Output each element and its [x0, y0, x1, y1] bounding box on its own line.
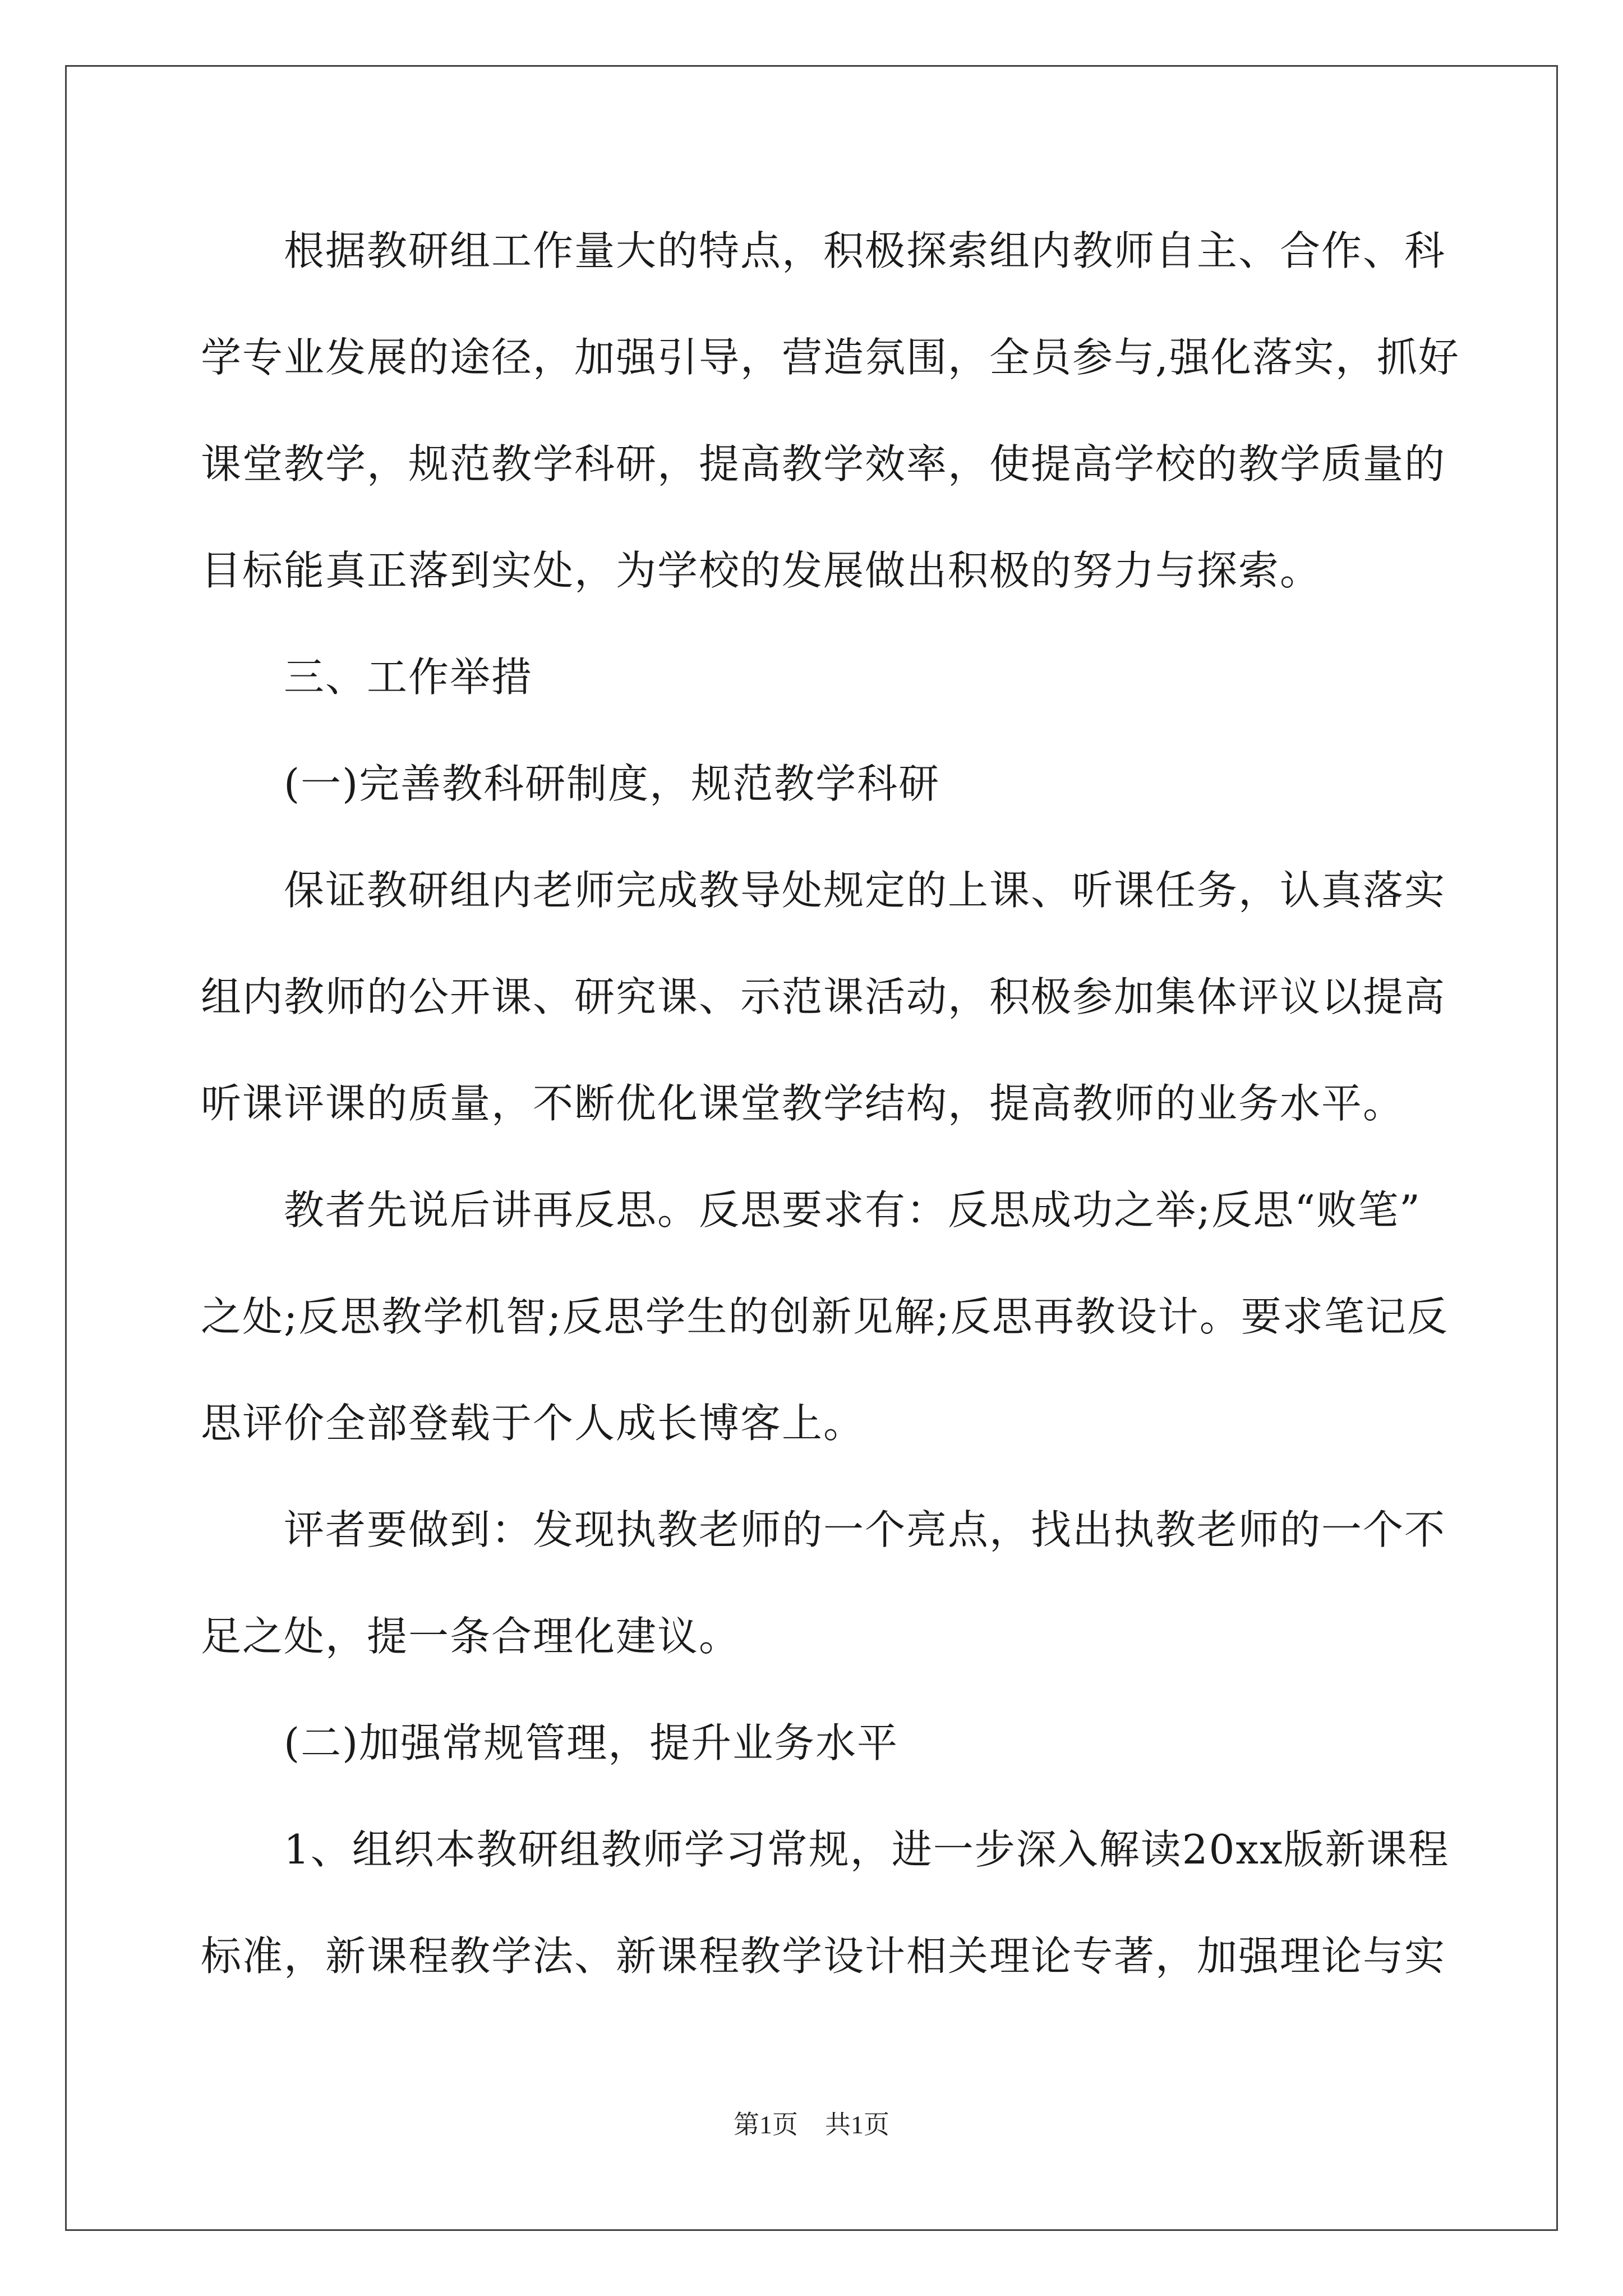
- text-line: 根据教研组工作量大的特点，积极探索组内教师自主、合作、科: [284, 227, 1446, 274]
- text-line: 学专业发展的途径，加强引导，营造氛围，全员参与,强化落实，抓好: [201, 334, 1460, 381]
- section-heading: 三、工作举措: [284, 654, 533, 701]
- text-line: 组内教师的公开课、研究课、示范课活动，积极参加集体评议以提高: [201, 973, 1446, 1020]
- text-line: 保证教研组内老师完成教导处规定的上课、听课任务，认真落实: [284, 867, 1446, 914]
- text-line: 足之处，提一条合理化建议。: [201, 1613, 741, 1660]
- text-line: 思评价全部登载于个人成长博客上。: [201, 1400, 865, 1447]
- page-number-current: 第1页: [734, 2110, 798, 2139]
- text-line: 听课评课的质量，不断优化课堂教学结构，提高教师的业务水平。: [201, 1080, 1405, 1127]
- text-line: 教者先说后讲再反思。反思要求有：反思成功之举;反思“败笔”: [284, 1186, 1421, 1234]
- document-body: [201, 217, 1460, 2028]
- text-line: 评者要做到：发现执教老师的一个亮点，找出执教老师的一个不: [284, 1506, 1446, 1553]
- text-line: 1、组织本教研组教师学习常规，进一步深入解读20xx版新课程: [284, 1826, 1450, 1873]
- page-footer: [0, 2108, 1623, 2142]
- subsection-heading: (二)加强常规管理，提升业务水平: [284, 1719, 899, 1766]
- text-line: 标准，新课程教学法、新课程教学设计相关理论专著，加强理论与实: [201, 1932, 1446, 1980]
- text-line: 课堂教学，规范教学科研，提高教学效率，使提高学校的教学质量的: [201, 440, 1446, 487]
- page-number-total: 共1页: [825, 2110, 889, 2139]
- subsection-heading: (一)完善教科研制度，规范教学科研: [284, 760, 940, 807]
- text-line: 目标能真正落到实处，为学校的发展做出积极的努力与探索。: [201, 547, 1322, 594]
- text-line: 之处;反思教学机智;反思学生的创新见解;反思再教设计。要求笔记反: [201, 1293, 1449, 1340]
